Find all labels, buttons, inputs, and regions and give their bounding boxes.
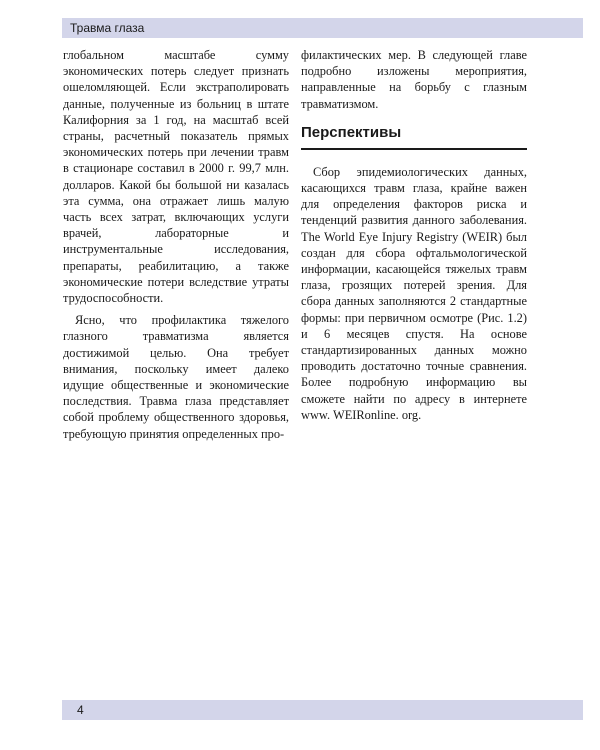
- section-heading: Перспективы: [301, 123, 402, 141]
- footer-bar: [62, 700, 583, 720]
- page-number: 4: [77, 703, 84, 717]
- section-heading-rule: [301, 148, 527, 150]
- right-paragraph-1: филактических мер. В следующей главе подробно изложены мероприятия, направленные на борьбу с глазным травматизмом.: [301, 48, 527, 111]
- left-paragraph-1: глобальном масштабе сумму экономических потерь следует признать ошеломляющей. Если экстраполировать данные, полученные из больниц в штате Калифорния за 1 год, на масштаб всей страны, расчетный показатель прямых экономических потерь при лечении травм в стационаре составил в 2000 г. 99,7 млн. долларов. Какой бы большой ни казалась эта сумма, она отражает лишь малую часть всех затрат, включающих услуги врачей, лабораторные и инструментальные исследования, препараты, реабилитацию, а также экономические потери вследствие утраты трудоспособности.: [63, 48, 289, 306]
- right-paragraph-2: Сбор эпидемиологических данных, касающихся травм глаза, крайне важен для определения факторов риска и тенденций развития данного заболевания. The World Eye Injury Registry (WEIR) был создан для сбора офтальмологической информации, касающейся тяжелых травм глаза, грозящих потерей зрения. Для сбора данных заполняются 2 стандартные формы: при первичном осмотре (Рис. 1.2) и 6 месяцев спустя. На основе стандартизированных данных можно проводить достаточно точные сравнения. Более подробную информацию вы сможете найти по адресу в интернете www. WEIRonline. org.: [301, 164, 527, 422]
- left-column: [63, 47, 289, 442]
- left-paragraph-2: Ясно, что профилактика тяжелого глазного травматизма является достижимой целью. Она требует внимания, поскольку имеет далеко идущие общественные и экономические последствия. Травма глаза представляет собой проблему общественного здоровья, требующую принятия определенных про-: [63, 313, 289, 441]
- running-header-title: Травма глаза: [70, 21, 145, 35]
- right-column: [301, 47, 527, 423]
